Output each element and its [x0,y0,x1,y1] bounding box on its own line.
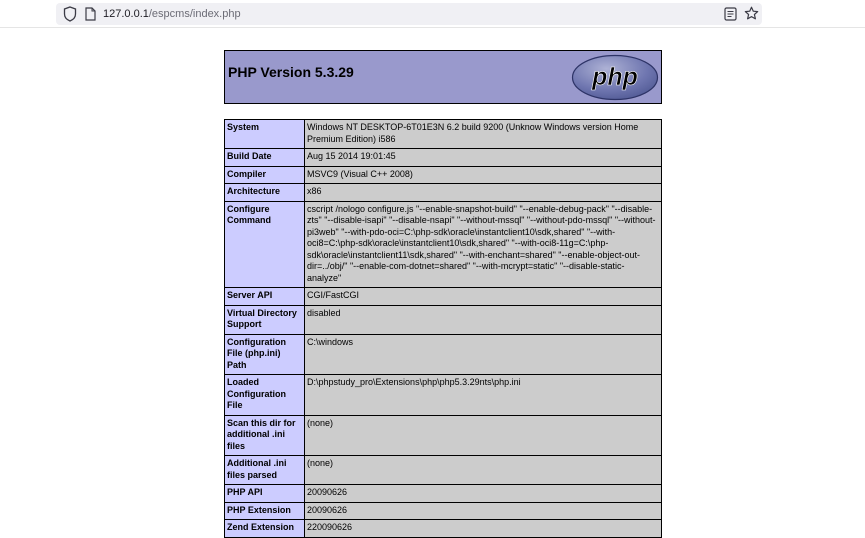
info-key: Additional .ini files parsed [225,456,305,485]
info-row [225,456,662,485]
info-row [225,305,662,334]
info-row [225,502,662,520]
info-row [225,166,662,184]
url-host: 127.0.0.1 [103,8,149,20]
info-row [225,485,662,503]
info-row [225,288,662,306]
info-row [225,415,662,456]
url-text[interactable] [103,6,241,22]
info-key: Loaded Configuration File [225,375,305,416]
info-value: x86 [305,184,662,202]
info-key: Virtual Directory Support [225,305,305,334]
info-key: PHP API [225,485,305,503]
info-value: MSVC9 (Visual C++ 2008) [305,166,662,184]
info-value: D:\phpstudy_pro\Extensions\php\php5.3.29nts\php.ini [305,375,662,416]
info-value: cscript /nologo configure.js "--enable-snapshot-build" "--enable-debug-pack" "--disable-zts" "--disable-isapi" "--disable-nsapi" "--without-mssql" "--without-pdo-mssql" "--without-pi3web" "--with-pdo-oci=C:\php-sdk\oracle\instantclient10\sdk,shared" "--with-oci8=C:\php-sdk\oracle\instantclient10\sdk,shared" "--with-oci8-11g=C:\php-sdk\oracle\instantclient11\sdk,shared" "--with-enchant=shared" "--enable-object-out-dir=../obj/" "--enable-com-dotnet=shared" "--with-mcrypt=static" "--disable-static-analyze" [305,201,662,288]
info-row [225,149,662,167]
browser-toolbar [0,0,865,28]
svg-text:php: php [592,63,638,91]
info-key: Zend Extension [225,520,305,538]
shield-icon[interactable] [63,6,77,22]
info-value: C:\windows [305,334,662,375]
page-icon[interactable] [85,7,96,21]
info-value: (none) [305,415,662,456]
info-value: 220090626 [305,520,662,538]
info-value: CGI/FastCGI [305,288,662,306]
info-value: (none) [305,456,662,485]
info-row [225,201,662,288]
info-key: Architecture [225,184,305,202]
url-path: /espcms/index.php [148,8,241,20]
bookmark-star-icon[interactable] [744,6,759,21]
info-key: Scan this dir for additional .ini files [225,415,305,456]
info-value: 20090626 [305,502,662,520]
info-key: Compiler [225,166,305,184]
info-row [225,184,662,202]
info-key: Server API [225,288,305,306]
php-version-title: PHP Version 5.3.29 [228,64,354,80]
info-key: System [225,120,305,149]
php-info-table [224,119,662,538]
php-logo [571,54,659,101]
reader-view-icon[interactable] [724,7,737,21]
info-key: Configuration File (php.ini) Path [225,334,305,375]
info-row [225,120,662,149]
info-value: Aug 15 2014 19:01:45 [305,149,662,167]
info-row [225,520,662,538]
info-value: 20090626 [305,485,662,503]
info-row [225,334,662,375]
info-value: disabled [305,305,662,334]
info-key: Build Date [225,149,305,167]
info-row [225,375,662,416]
info-key: PHP Extension [225,502,305,520]
info-value: Windows NT DESKTOP-6T01E3N 6.2 build 9200 (Unknow Windows version Home Premium Edition) i586 [305,120,662,149]
info-key: Configure Command [225,201,305,288]
php-version-header [224,50,662,104]
